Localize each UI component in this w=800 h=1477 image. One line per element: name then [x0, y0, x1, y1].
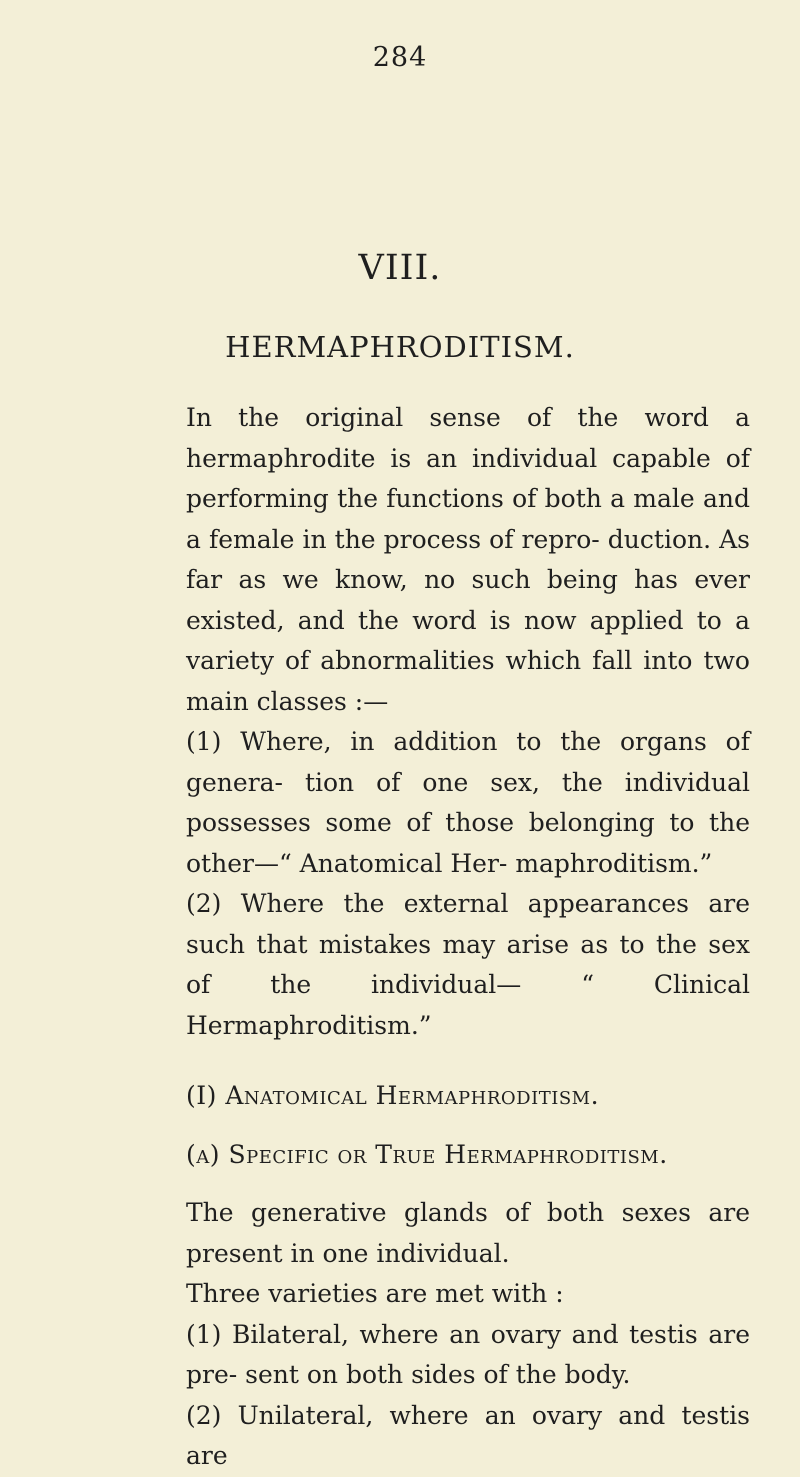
spacer: [186, 1175, 750, 1193]
subsection-heading-true: (a) Specific or True Hermaphroditism.: [186, 1139, 668, 1169]
spacer: [186, 1117, 750, 1135]
spacer: [186, 1046, 750, 1076]
class-one-paragraph: (1) Where, in addition to the organs of genera- tion of one sex, the individual possesses some of those belonging to the other—“ Anatomical Her- maphroditism.”: [186, 727, 750, 878]
chapter-title: HERMAPHRODITISM.: [225, 330, 575, 364]
page-body: [186, 398, 750, 1477]
intro-paragraph: In the original sense of the word a hermaphrodite is an individual capable of performing the functions of both a male and a female in the process of repro- duction. As far as we know, no such being has ever existed, and the word is now applied to a variety of abnormalities which fall into two main classes :—: [186, 403, 750, 716]
unilateral-paragraph: (2) Unilateral, where an ovary and testis are: [186, 1400, 750, 1470]
class-two-paragraph: (2) Where the external appearances are such that mistakes may arise as to the sex of the individual— “ Clinical Hermaphroditism.”: [186, 889, 750, 1040]
varieties-paragraph: Three varieties are met with :: [186, 1279, 564, 1308]
section-heading-anatomical: (I) Anatomical Hermaphroditism.: [186, 1081, 600, 1110]
bilateral-paragraph: (1) Bilateral, where an ovary and testis are pre- sent on both sides of the body.: [186, 1319, 750, 1389]
generative-glands-paragraph: The generative glands of both sexes are present in one individual.: [186, 1198, 750, 1268]
page-number: 284: [372, 42, 428, 73]
chapter-number: VIII.: [358, 248, 442, 288]
